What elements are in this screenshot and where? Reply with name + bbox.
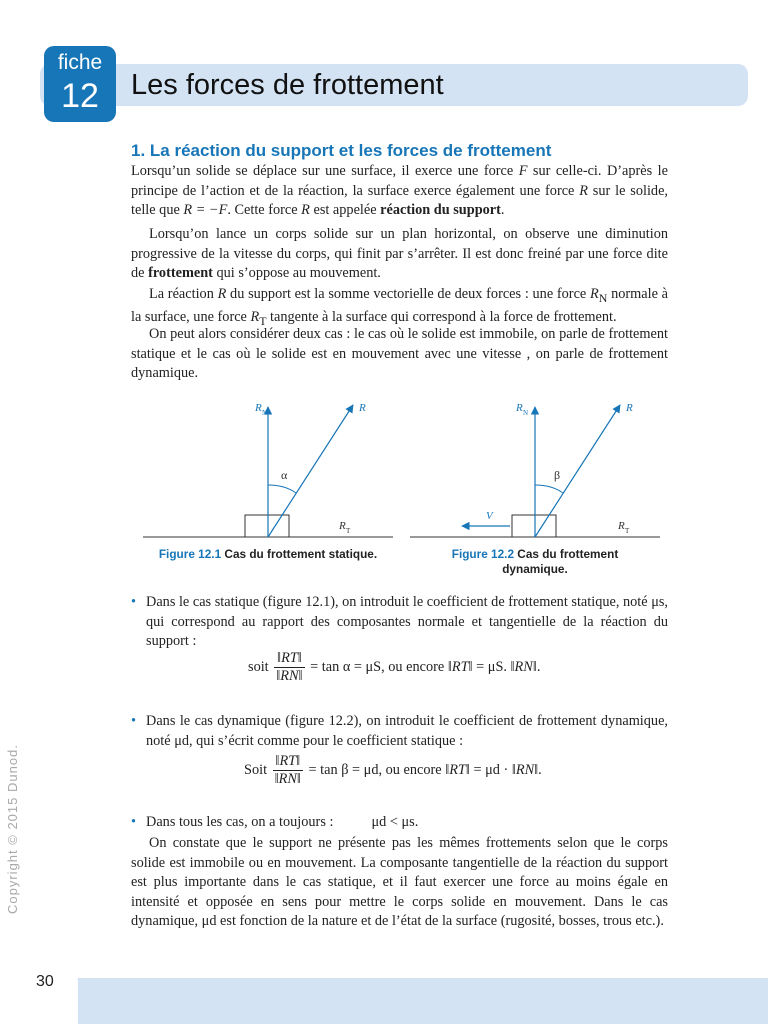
caption-figure-2: Figure 12.2 Cas du frottement dynamique.: [451, 547, 619, 576]
label-R: R: [626, 402, 633, 414]
caption-figure-1: Figure 12.1 Cas du frottement statique.: [158, 547, 378, 561]
vector-R: R: [579, 182, 588, 199]
paragraph-3: La réaction R du support est la somme vectorielle de deux forces : une force $R_N$ normale à la surface, une force $R_T$ tangente à la surface qui correspond à la force de frottement.: [131, 286, 668, 329]
label-R: R: [359, 402, 366, 414]
formula-dynamic: Soit $\frac{‖RT‖}{‖RN‖}$ = tan β = μd, ou encore ‖RT‖ = μd · ‖RN‖.: [244, 753, 542, 787]
figure-dynamic-diagram: [410, 395, 660, 545]
label-RT: R: [339, 520, 346, 532]
solid-block: [512, 515, 556, 537]
bullet-dynamic: • Dans le cas dynamique (figure 12.2), on introduit le coefficient de frottement dynamique, noté μd, qui s’écrit comme pour le coefficient statique :: [131, 713, 668, 749]
equation-R-F: R = −F: [183, 202, 228, 218]
vector-F: F: [518, 163, 528, 179]
term-frottement: frottement: [148, 265, 213, 281]
paragraph-1: Lorsqu’un solide se déplace sur une surface, il exerce une force F sur celle-ci. D’après le principe de l’action et de la réaction, la surface exerce également une force R sur le solide, telle que R = −F. Cette force R est appelée réaction du support.: [131, 163, 668, 218]
section-title: 1. La réaction du support et les forces de frottement: [131, 141, 552, 160]
fiche-word: fiche: [57, 51, 103, 74]
label-RT: R: [618, 520, 625, 532]
fiche-number: 12: [61, 77, 99, 115]
svg-text:N: N: [523, 409, 529, 417]
page-number: 30: [36, 973, 54, 990]
paragraph-4: On peut alors considérer deux cas : le cas où le solide est immobile, on parle de frottement statique et le cas où le solide est en mouvement avec une vitesse , on parle de frottement dynamique.: [131, 326, 668, 381]
formula-static: soit $\frac{‖RT‖}{‖RN‖}$ = tan α = μS, ou encore ‖RT‖ = μS. ‖RN‖.: [248, 650, 541, 684]
paragraph-2: Lorsqu’on lance un corps solide sur un plan horizontal, on observe une diminution progressive de la vitesse du corps, qui finit par s’arrêter. Il est donc freiné par une force dite de frottement qui s’oppose au mouvement.: [131, 226, 668, 281]
angle-arc: [535, 485, 563, 493]
figure-static-diagram: [143, 395, 393, 545]
solid-block: [245, 515, 289, 537]
paragraph-5: On constate que le support ne présente pas les mêmes frottements selon que le corps solide est immobile ou en mouvement. La composante tangentielle de la réaction du support est plus importante dans le cas statique, et il faut exercer une force au moins égale en intensité et opposée en sens pour mettre le corps solide en mouvement. Dans le cas dynamique, μd est fonction de la nature et de l’état de la surface (rugosité, bosses, trous etc.).: [131, 835, 668, 929]
angle-label: β: [554, 468, 561, 482]
term-reaction-support: réaction du support: [380, 202, 501, 218]
label-RN: R: [516, 402, 523, 414]
angle-label: α: [281, 468, 288, 482]
label-RN: R: [255, 402, 262, 414]
page-title: Les forces de frottement: [131, 69, 444, 101]
bullet-marker: •: [131, 594, 137, 610]
svg-text:N: N: [262, 409, 268, 417]
svg-text:T: T: [625, 527, 630, 535]
svg-text:T: T: [346, 527, 351, 535]
fiche-badge: [44, 46, 116, 122]
angle-arc: [268, 485, 296, 493]
bullet-marker: •: [131, 713, 137, 729]
bullet-static: • Dans le cas statique (figure 12.1), on introduit le coefficient de frottement statique, noté μs, qui correspond au rapport des composantes normale et tangentielle de la réaction du support :: [131, 594, 668, 649]
bullet-marker: •: [131, 814, 137, 830]
label-V: V: [486, 510, 493, 522]
copyright-notice: Copyright © 2015 Dunod.: [5, 744, 20, 914]
bullet-general: • Dans tous les cas, on a toujours : μd < μs.: [131, 813, 668, 833]
reaction-force-arrow: [535, 405, 620, 537]
footer-band: [0, 978, 768, 1024]
